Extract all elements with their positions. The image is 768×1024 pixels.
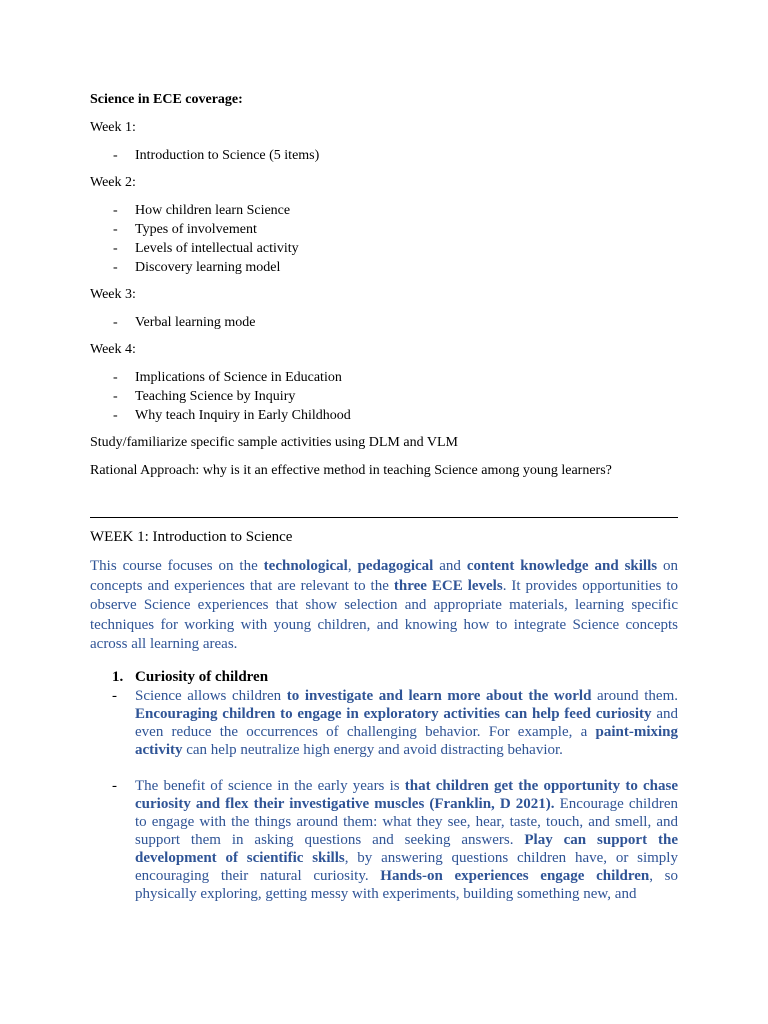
text-run: Science allows children <box>135 687 287 704</box>
text-run: on concepts and experiences that are relevant to the <box>90 558 679 594</box>
dash-bullet: - <box>112 777 117 794</box>
week-2-list <box>90 201 678 277</box>
dash-bullet: - <box>113 241 118 256</box>
bold-text-run: Hands-on experiences engage children <box>380 867 650 884</box>
text-run: , by answering questions children have, or simply encouraging their natural curiosity. <box>135 849 678 884</box>
text-run: , <box>347 558 358 574</box>
dash-bullet: - <box>113 408 118 423</box>
section-number: 1. <box>112 668 124 685</box>
list-item: - Verbal learning mode <box>113 315 256 330</box>
bold-text-run: Encouraging children to engage in exploratory activities can help feed curiosity <box>135 705 652 722</box>
week-3-label: Week 3: <box>90 287 136 302</box>
week-3-list <box>90 313 678 332</box>
text-run: around them. <box>591 687 678 704</box>
text-run: and <box>433 558 467 574</box>
dash-bullet: - <box>113 370 118 385</box>
text-run: . It provides opportunities to observe Science experiences that show selection and appropriate materials, learning specific techniques for working with young children, and knowing how to integrate Science concepts across all learning areas. <box>90 577 678 652</box>
text-run: can help neutralize high energy and avoid distracting behavior. <box>182 741 563 758</box>
text-run: Encourage children to engage with the things around them: what they see, hear, taste, touch, and smell, and support them in asking questions and seeking answers. <box>135 795 678 848</box>
bullet-text <box>135 778 678 902</box>
list-item: - Levels of intellectual activity <box>113 241 299 256</box>
dash-bullet: - <box>113 260 118 275</box>
dash-bullet: - <box>113 203 118 218</box>
text-run: The benefit of science in the early years is <box>135 777 405 794</box>
week-1-list <box>90 146 678 165</box>
section-heading <box>90 667 678 687</box>
bold-text-run: technological <box>263 558 348 574</box>
week-1-section <box>90 527 678 903</box>
week-1-heading: WEEK 1: Introduction to Science <box>90 529 293 545</box>
text-run: and even reduce the occurrences of challenging behavior. For example, a <box>135 705 678 740</box>
study-note: Study/familiarize specific sample activities using DLM and VLM <box>90 435 458 450</box>
text-run: This course focuses on the <box>90 558 264 574</box>
list-item: - Introduction to Science (5 items) <box>113 148 320 163</box>
bold-text-run: pedagogical <box>357 558 434 574</box>
bullet-paragraph-1 <box>90 687 678 759</box>
bullet-paragraph-2 <box>90 777 678 903</box>
intro-paragraph <box>90 557 678 655</box>
list-item: - How children learn Science <box>113 203 291 218</box>
week-4-label: Week 4: <box>90 342 136 357</box>
dash-bullet: - <box>113 389 118 404</box>
week-2-label: Week 2: <box>90 175 136 190</box>
bold-text-run: content knowledge and skills <box>466 558 658 574</box>
dash-bullet: - <box>113 148 118 163</box>
horizontal-divider <box>90 517 678 518</box>
bold-text-run: Play can support the development of scientific skills <box>135 831 678 866</box>
bold-text-run: paint-mixing activity <box>135 723 678 758</box>
week-1-label: Week 1: <box>90 120 136 135</box>
list-item: - Implications of Science in Education <box>113 370 342 385</box>
list-item: - Types of involvement <box>113 222 257 237</box>
coverage-title: Science in ECE coverage: <box>90 92 243 107</box>
week-4-list <box>90 368 678 425</box>
list-item: - Discovery learning model <box>113 260 281 275</box>
list-item: - Why teach Inquiry in Early Childhood <box>113 408 351 423</box>
dash-bullet: - <box>113 315 118 330</box>
rational-note: Rational Approach: why is it an effective method in teaching Science among young learners? <box>90 463 612 478</box>
dash-bullet: - <box>112 687 117 704</box>
bold-text-run: that children get the opportunity to chase curiosity and flex their investigative muscles (Franklin, D 2021). <box>135 777 678 812</box>
dash-bullet: - <box>113 222 118 237</box>
bold-text-run: three ECE levels <box>393 577 503 594</box>
text-run: , so physically exploring, getting messy with experiments, building something new, and <box>135 867 678 902</box>
section-title: Curiosity of children <box>135 668 269 685</box>
bold-text-run: to investigate and learn more about the world <box>286 687 592 704</box>
coverage-section <box>90 90 678 489</box>
list-item: - Teaching Science by Inquiry <box>113 389 296 404</box>
bullet-text <box>135 688 678 758</box>
